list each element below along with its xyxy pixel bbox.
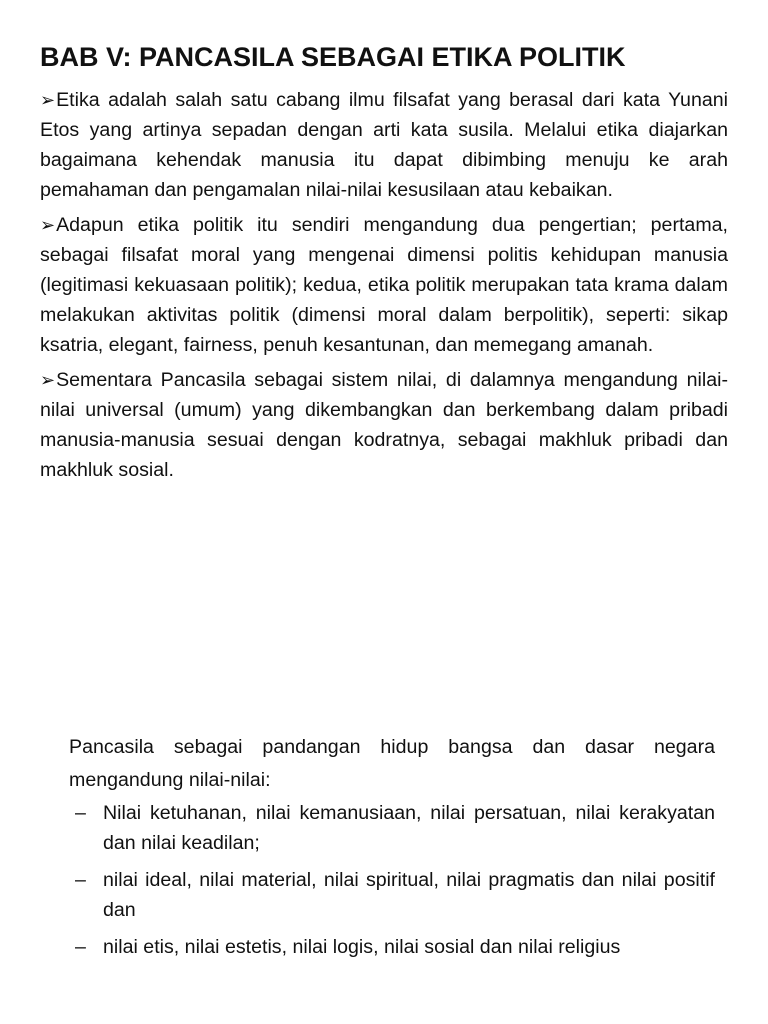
values-intro: Pancasila sebagai pandangan hidup bangsa dan dasar negara mengandung nilai-nilai: [69, 736, 715, 791]
bullet-text: Sementara Pancasila sebagai sistem nilai, di dalamnya mengandung nilai-nilai universal (umum) yang dikembangkan dan berkembang dalam pribadi manusia-manusia sesuai dengan kodratnya, sebagai makhluk pribadi dan makhluk sosial. [40, 369, 728, 481]
bullet-text: Adapun etika politik itu sendiri mengandung dua pengertian; pertama, sebagai filsafat moral yang mengenai dimensi politis kehidupan manusia (legitimasi kekuasaan politik); kedua, etika politik merupakan tata krama dalam melakukan aktivitas politik (dimensi moral dalam berpolitik), seperti: sikap ksatria, elegant, fairness, penuh kesantunan, dan memegang amanah. [40, 214, 728, 356]
values-section [69, 731, 715, 969]
bullet-list [40, 85, 728, 490]
dash-bullet-icon: – [75, 936, 86, 958]
values-list [69, 798, 715, 962]
bullet-item [40, 210, 728, 360]
value-item [69, 865, 715, 925]
bullet-item [40, 85, 728, 205]
value-item [69, 798, 715, 858]
dash-bullet-icon: – [75, 869, 86, 891]
bullet-text: Etika adalah salah satu cabang ilmu filsafat yang berasal dari kata Yunani Etos yang artinya sepadan dengan arti kata susila. Melalui etika diajarkan bagaimana kehendak manusia itu dapat dibimbing menuju ke arah pemahaman dan pengamalan nilai-nilai kesusilaan atau kebaikan. [40, 89, 728, 201]
dash-bullet-icon: – [75, 802, 86, 824]
value-text: nilai ideal, nilai material, nilai spiritual, nilai pragmatis dan nilai positif dan [103, 869, 715, 921]
arrow-bullet-icon: ➢ [40, 215, 56, 235]
value-text: nilai etis, nilai estetis, nilai logis, nilai sosial dan nilai religius [103, 936, 621, 958]
value-text: Nilai ketuhanan, nilai kemanusiaan, nilai persatuan, nilai kerakyatan dan nilai keadilan; [103, 802, 715, 854]
arrow-bullet-icon: ➢ [40, 90, 56, 110]
bullet-item [40, 365, 728, 485]
page-title: BAB V: PANCASILA SEBAGAI ETIKA POLITIK [40, 42, 626, 72]
arrow-bullet-icon: ➢ [40, 370, 56, 390]
value-item [69, 932, 715, 962]
